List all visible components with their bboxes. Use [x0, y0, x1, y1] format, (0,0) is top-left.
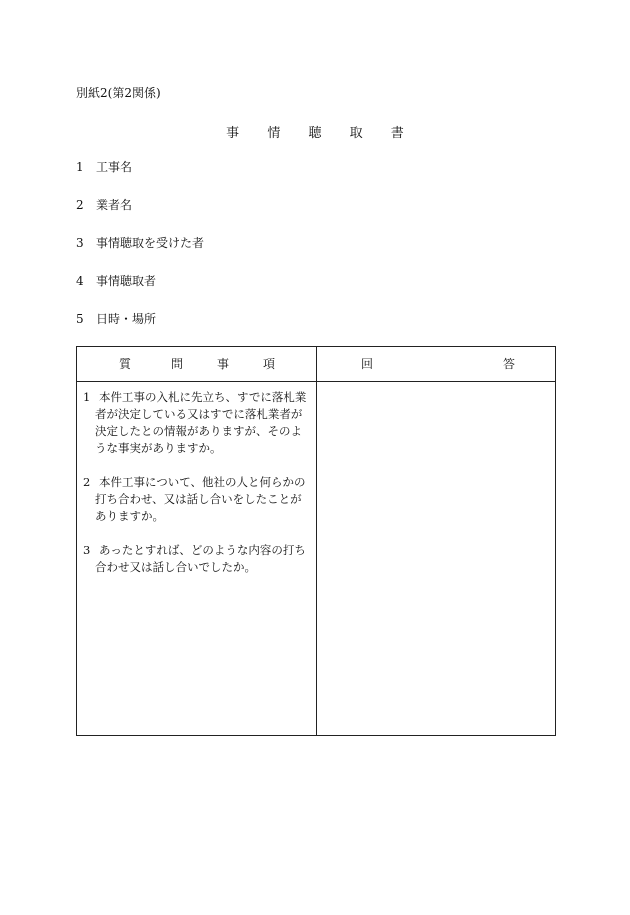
answer-header-char: 答	[503, 357, 516, 371]
field-datetime-place	[76, 312, 204, 350]
document-title	[0, 122, 630, 141]
question-item	[83, 474, 311, 525]
field-construction-name	[76, 160, 204, 198]
field-number: 2	[76, 198, 84, 212]
question-header-char: 質	[119, 357, 132, 371]
field-number: 3	[76, 236, 84, 250]
field-label: 事情聴取を受けた者	[96, 236, 205, 250]
answer-header	[317, 347, 555, 381]
field-number: 1	[76, 160, 84, 174]
answer-header-char: 回	[361, 357, 374, 371]
field-label: 日時・場所	[96, 312, 157, 326]
title-char: 事	[226, 126, 240, 141]
question-header-char: 事	[217, 357, 230, 371]
field-interviewer	[76, 274, 204, 312]
field-company-name	[76, 198, 204, 236]
field-number: 5	[76, 312, 84, 326]
question-number: 1	[83, 390, 91, 404]
title-char: 取	[349, 126, 363, 141]
question-item	[83, 542, 311, 576]
annex-label: 別紙2(第2関係)	[76, 86, 161, 100]
question-item	[83, 389, 311, 457]
qa-table	[76, 346, 556, 736]
field-label: 事情聴取者	[96, 274, 157, 288]
field-label: 工事名	[96, 160, 133, 174]
question-header	[77, 347, 316, 381]
question-text: 本件工事について、他社の人と何らかの打ち合わせ、又は話し合いをしたことがありますか。	[95, 475, 306, 523]
title-char: 聴	[308, 126, 322, 141]
field-interviewee	[76, 236, 204, 274]
field-number: 4	[76, 274, 84, 288]
field-list	[76, 160, 204, 350]
answer-area	[317, 382, 555, 735]
title-char: 情	[267, 126, 281, 141]
question-header-char: 問	[171, 357, 184, 371]
question-list	[83, 389, 311, 593]
question-number: 2	[83, 475, 91, 489]
question-text: 本件工事の入札に先立ち、すでに落札業者が決定している又はすでに落札業者が決定したとの情報がありますが、そのような事実がありますか。	[95, 390, 307, 455]
question-text: あったとすれば、どのような内容の打ち合わせ又は話し合いでしたか。	[95, 543, 306, 574]
question-header-char: 項	[263, 357, 276, 371]
question-number: 3	[83, 543, 91, 557]
title-char: 書	[390, 126, 404, 141]
field-label: 業者名	[96, 198, 133, 212]
